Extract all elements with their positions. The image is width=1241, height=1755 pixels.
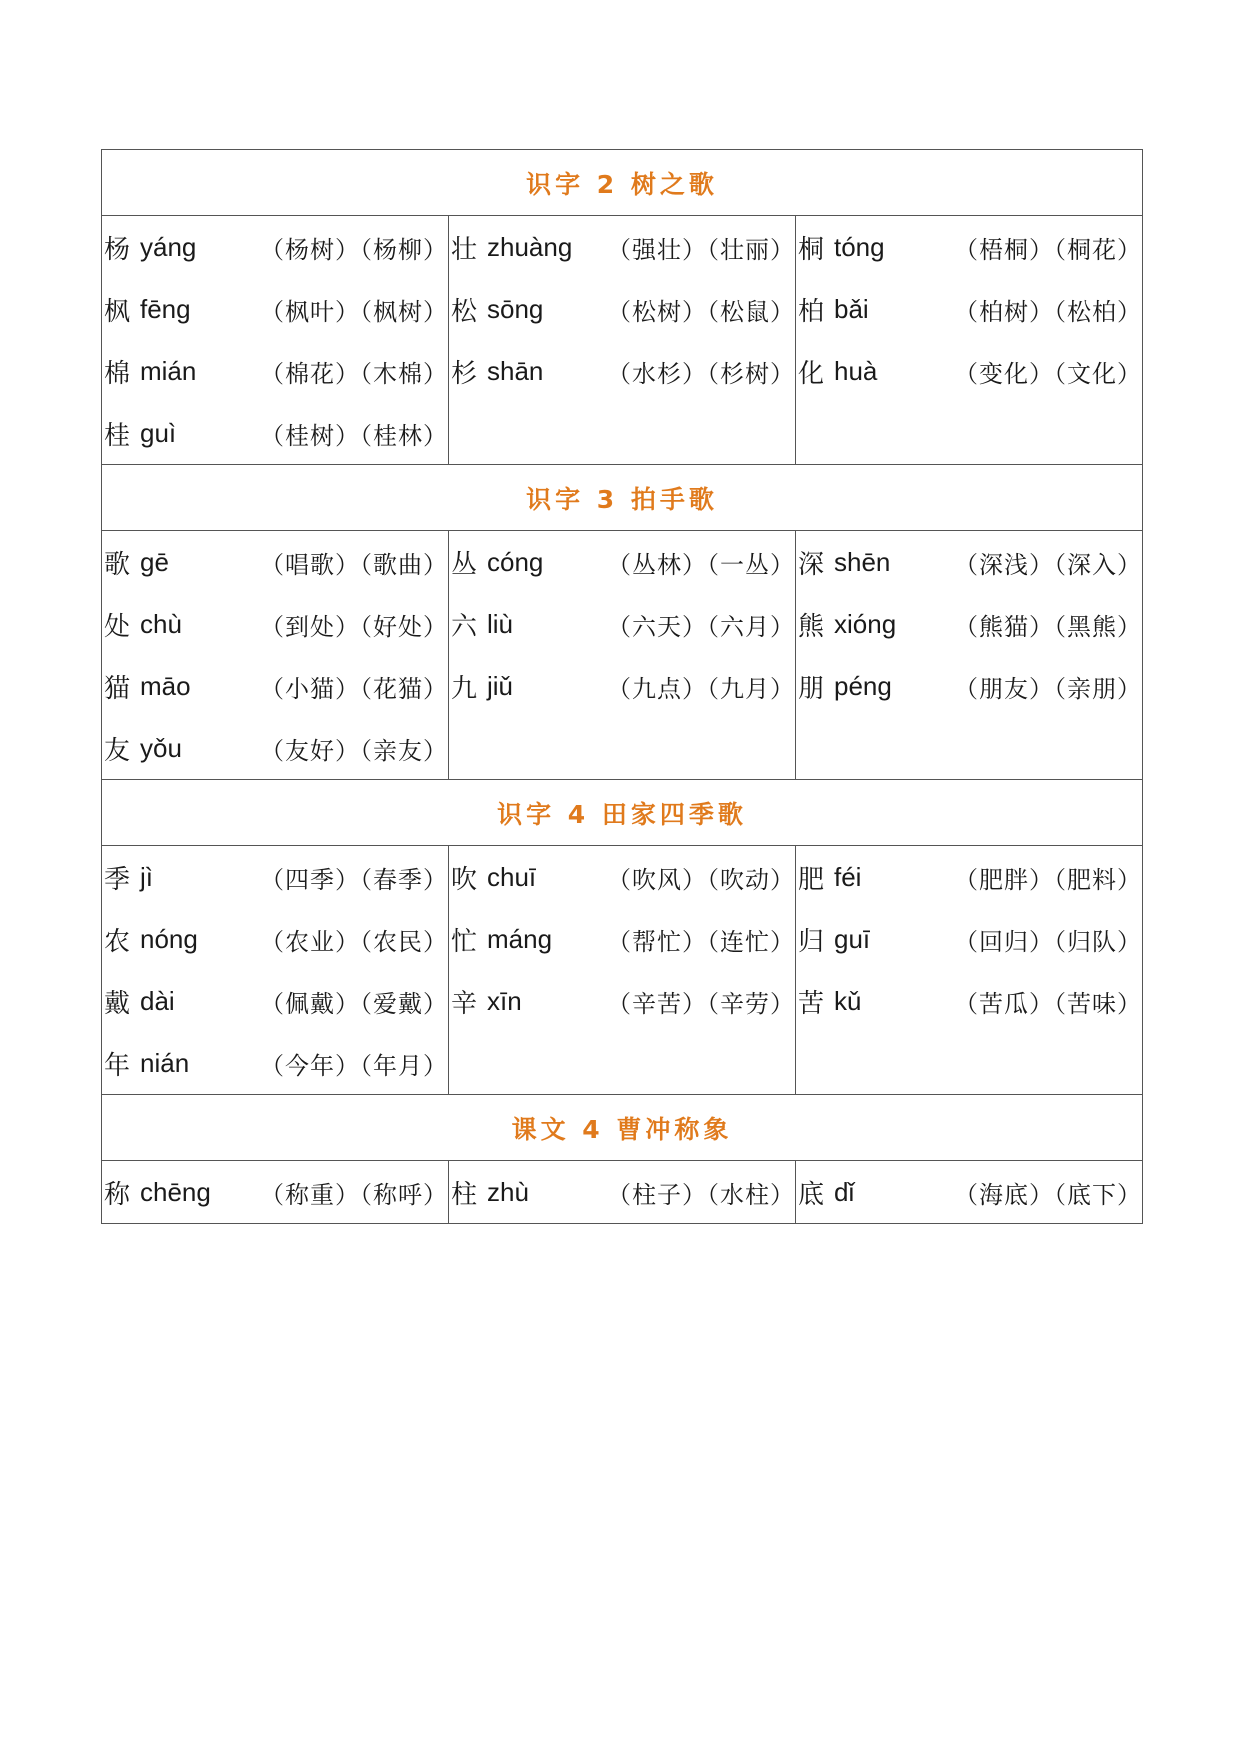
hanzi: 辛	[451, 988, 478, 1019]
entry-column	[449, 846, 796, 1095]
vocabulary-table	[101, 149, 1143, 1224]
pinyin: féi	[834, 861, 862, 892]
hanzi: 丛	[451, 549, 478, 580]
hanzi: 底	[798, 1179, 825, 1210]
pinyin: zhù	[487, 1176, 529, 1207]
example-words: （佩戴）（爱戴）	[260, 989, 448, 1018]
section-title-row	[102, 150, 1143, 216]
hanzi: 季	[104, 864, 131, 895]
pinyin: guī	[834, 923, 871, 954]
pinyin: cóng	[487, 546, 544, 577]
pinyin: liù	[487, 608, 514, 639]
example-words: （柏树）（松柏）	[954, 297, 1142, 326]
entry-column	[449, 531, 796, 780]
hanzi: 苦	[798, 988, 825, 1019]
pinyin: mián	[140, 355, 197, 386]
hanzi: 化	[798, 358, 825, 389]
char-entry	[449, 278, 795, 340]
example-words: （辛苦）（辛劳）	[607, 989, 795, 1018]
pinyin: dǐ	[834, 1176, 855, 1207]
example-words: （变化）（文化）	[954, 359, 1142, 388]
hanzi: 称	[104, 1179, 131, 1210]
pinyin: máng	[487, 923, 553, 954]
char-entry	[102, 846, 448, 908]
example-words: （到处）（好处）	[260, 612, 448, 641]
char-entry	[796, 340, 1142, 402]
hanzi: 肥	[798, 864, 825, 895]
pinyin: fēng	[140, 293, 191, 324]
char-entry	[102, 1032, 448, 1094]
hanzi: 柏	[798, 296, 825, 327]
entry-column	[796, 1161, 1143, 1224]
char-entry	[102, 340, 448, 402]
example-words: （回归）（归队）	[954, 927, 1142, 956]
example-words: （熊猫）（黑熊）	[954, 612, 1142, 641]
pinyin: māo	[140, 670, 191, 701]
char-entry	[449, 655, 795, 717]
pinyin: chuī	[487, 861, 537, 892]
example-words: （朋友）（亲朋）	[954, 674, 1142, 703]
example-words: （九点）（九月）	[607, 674, 795, 703]
hanzi: 歌	[104, 549, 131, 580]
pinyin: huà	[834, 355, 878, 386]
hanzi: 杨	[104, 234, 131, 265]
example-words: （枫叶）（枫树）	[260, 297, 448, 326]
section-entries-row	[102, 846, 1143, 1095]
entry-column	[796, 531, 1143, 780]
char-entry	[102, 655, 448, 717]
hanzi: 忙	[451, 926, 478, 957]
pinyin: shān	[487, 355, 544, 386]
pinyin: dài	[140, 985, 175, 1016]
entry-column	[449, 1161, 796, 1224]
pinyin: péng	[834, 670, 892, 701]
hanzi: 熊	[798, 611, 825, 642]
char-entry	[449, 593, 795, 655]
char-entry	[796, 1161, 1142, 1223]
example-words: （杨树）（杨柳）	[260, 235, 448, 264]
char-entry	[796, 278, 1142, 340]
hanzi: 壮	[451, 234, 478, 265]
hanzi: 六	[451, 611, 478, 642]
hanzi: 戴	[104, 988, 131, 1019]
section-title: 识字 3 拍手歌	[102, 465, 1143, 531]
char-entry	[102, 970, 448, 1032]
pinyin: gē	[140, 546, 169, 577]
char-entry	[796, 531, 1142, 593]
example-words: （友好）（亲友）	[260, 736, 448, 765]
char-entry	[449, 1161, 795, 1223]
entry-column	[102, 1161, 449, 1224]
hanzi: 桂	[104, 420, 131, 451]
pinyin: tóng	[834, 231, 885, 262]
char-entry	[449, 970, 795, 1032]
char-entry	[102, 593, 448, 655]
pinyin: jiǔ	[487, 670, 514, 701]
entry-column	[102, 531, 449, 780]
example-words: （帮忙）（连忙）	[607, 927, 795, 956]
pinyin: xióng	[834, 608, 897, 639]
example-words: （称重）（称呼）	[260, 1180, 448, 1209]
hanzi: 杉	[451, 358, 478, 389]
char-entry	[449, 216, 795, 278]
char-entry	[102, 216, 448, 278]
hanzi: 深	[798, 549, 825, 580]
char-entry	[102, 1161, 448, 1223]
example-words: （苦瓜）（苦味）	[954, 989, 1142, 1018]
example-words: （梧桐）（桐花）	[954, 235, 1142, 264]
hanzi: 农	[104, 926, 131, 957]
example-words: （深浅）（深入）	[954, 550, 1142, 579]
char-entry	[796, 846, 1142, 908]
char-entry	[102, 908, 448, 970]
hanzi: 吹	[451, 864, 478, 895]
hanzi: 枫	[104, 296, 131, 327]
section-entries-row	[102, 531, 1143, 780]
example-words: （松树）（松鼠）	[607, 297, 795, 326]
section-title-row	[102, 780, 1143, 846]
section-entries-row	[102, 1161, 1143, 1224]
example-words: （六天）（六月）	[607, 612, 795, 641]
pinyin: shēn	[834, 546, 891, 577]
entry-column	[796, 846, 1143, 1095]
pinyin: zhuàng	[487, 231, 573, 262]
example-words: （柱子）（水柱）	[607, 1180, 795, 1209]
char-entry	[796, 970, 1142, 1032]
char-entry	[449, 846, 795, 908]
pinyin: chēng	[140, 1176, 211, 1207]
vocabulary-table-body	[102, 150, 1143, 1224]
pinyin: jì	[140, 861, 153, 892]
example-words: （桂树）（桂林）	[260, 421, 448, 450]
pinyin: yǒu	[140, 732, 182, 763]
example-words: （强壮）（壮丽）	[607, 235, 795, 264]
char-entry	[102, 717, 448, 779]
hanzi: 友	[104, 735, 131, 766]
hanzi: 棉	[104, 358, 131, 389]
char-entry	[102, 402, 448, 464]
char-entry	[796, 216, 1142, 278]
pinyin: sōng	[487, 293, 544, 324]
entry-column	[449, 216, 796, 465]
section-title: 识字 4 田家四季歌	[102, 780, 1143, 846]
pinyin: nóng	[140, 923, 198, 954]
example-words: （棉花）（木棉）	[260, 359, 448, 388]
section-title: 识字 2 树之歌	[102, 150, 1143, 216]
pinyin: yáng	[140, 231, 197, 262]
hanzi: 猫	[104, 673, 131, 704]
example-words: （吹风）（吹动）	[607, 865, 795, 894]
char-entry	[449, 340, 795, 402]
entry-column	[796, 216, 1143, 465]
char-entry	[796, 655, 1142, 717]
entry-column	[102, 216, 449, 465]
hanzi: 年	[104, 1050, 131, 1081]
example-words: （小猫）（花猫）	[260, 674, 448, 703]
section-title: 课文 4 曹冲称象	[102, 1095, 1143, 1161]
example-words: （肥胖）（肥料）	[954, 865, 1142, 894]
pinyin: kǔ	[834, 985, 862, 1016]
example-words: （海底）（底下）	[954, 1180, 1142, 1209]
pinyin: nián	[140, 1047, 190, 1078]
pinyin: xīn	[487, 985, 522, 1016]
hanzi: 处	[104, 611, 131, 642]
section-entries-row	[102, 216, 1143, 465]
char-entry	[796, 593, 1142, 655]
section-title-row	[102, 1095, 1143, 1161]
example-words: （丛林）（一丛）	[607, 550, 795, 579]
char-entry	[449, 908, 795, 970]
entry-column	[102, 846, 449, 1095]
example-words: （唱歌）（歌曲）	[260, 550, 448, 579]
hanzi: 松	[451, 296, 478, 327]
pinyin: chù	[140, 608, 182, 639]
example-words: （水杉）（杉树）	[607, 359, 795, 388]
char-entry	[449, 531, 795, 593]
hanzi: 柱	[451, 1179, 478, 1210]
hanzi: 桐	[798, 234, 825, 265]
pinyin: guì	[140, 417, 177, 448]
char-entry	[102, 278, 448, 340]
example-words: （四季）（春季）	[260, 865, 448, 894]
hanzi: 归	[798, 926, 825, 957]
hanzi: 九	[451, 673, 478, 704]
section-title-row	[102, 465, 1143, 531]
char-entry	[102, 531, 448, 593]
pinyin: bǎi	[834, 293, 869, 324]
char-entry	[796, 908, 1142, 970]
example-words: （今年）（年月）	[260, 1051, 448, 1080]
example-words: （农业）（农民）	[260, 927, 448, 956]
hanzi: 朋	[798, 673, 825, 704]
